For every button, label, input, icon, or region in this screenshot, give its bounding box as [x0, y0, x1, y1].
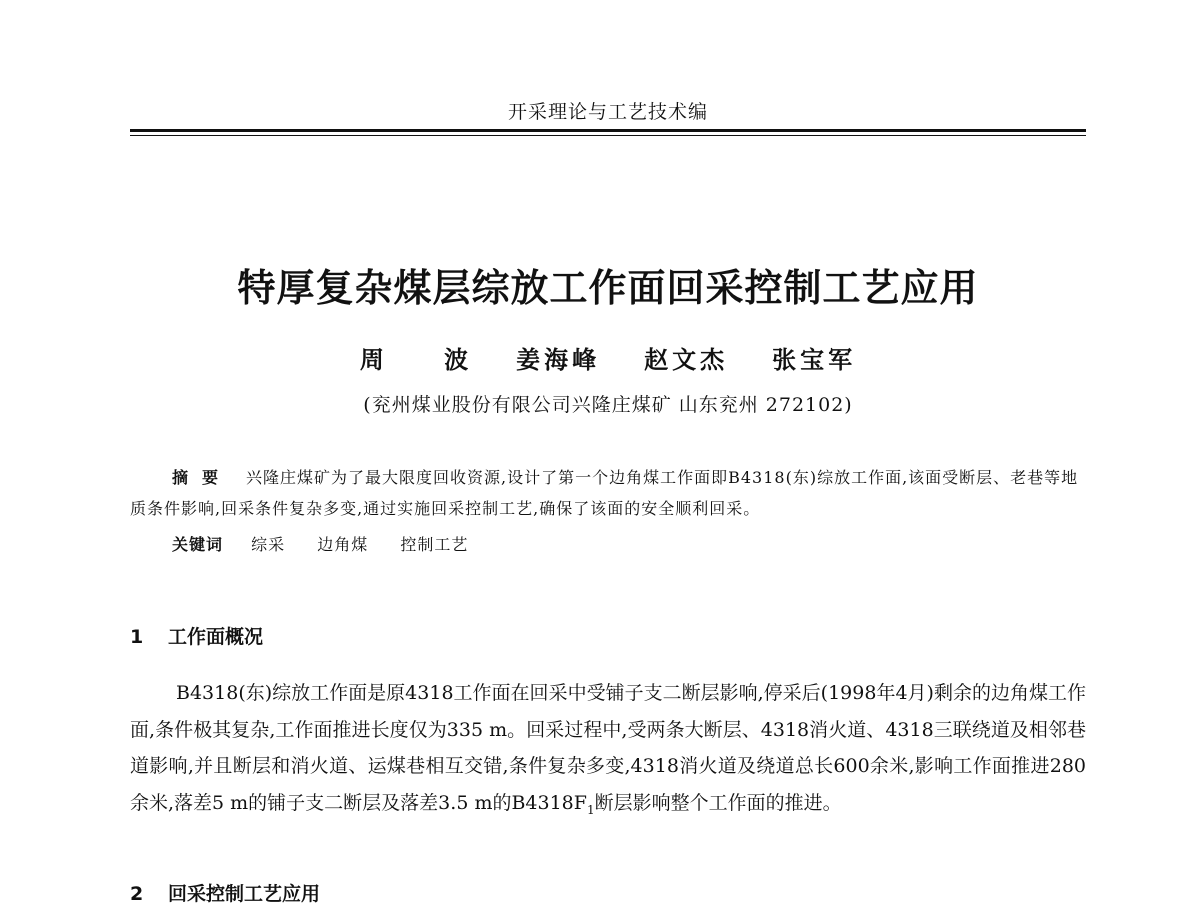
header-rule-thick: [130, 129, 1086, 132]
section-1-number: 1: [130, 626, 144, 648]
paragraph-tail-text: 断层影响整个工作面的推进。: [594, 791, 842, 814]
affiliation: (兖州煤业股份有限公司兴隆庄煤矿 山东兖州 272102): [363, 394, 853, 416]
section-2-heading: [130, 879, 320, 906]
author-list: [130, 340, 1086, 375]
keyword-3: 控制工艺: [400, 535, 469, 554]
header-rule-thin: [130, 135, 1086, 136]
keywords-label: 关键词: [172, 535, 224, 554]
author-1: 周 波: [359, 345, 495, 374]
author-4: 张宝军: [772, 345, 857, 374]
abstract-text: 兴隆庄煤矿为了最大限度回收资源,设计了第一个边角煤工作面即B4318(东)综放工作面,该面受断层、老巷等地质条件影响,回采条件复杂多变,通过实施回采控制工艺,确保了该面的安全顺利回采。: [130, 468, 1079, 518]
paper-title: 特厚复杂煤层综放工作面回采控制工艺应用: [237, 266, 979, 310]
author-3: 赵文杰: [644, 345, 729, 374]
abstract: [130, 462, 1086, 524]
author-2: 姜海峰: [516, 345, 601, 374]
running-head: 开采理论与工艺技术编: [507, 101, 708, 123]
keyword-1: 综采: [251, 535, 286, 554]
fault-subscript: 1: [586, 802, 595, 817]
section-1-title: 工作面概况: [168, 626, 264, 648]
keywords: [172, 532, 494, 555]
paragraph-main-text: B4318(东)综放工作面是原4318工作面在回采中受铺子支二断层影响,停采后(1998年4月)剩余的边角煤工作面,条件极其复杂,工作面推进长度仅为335 m。回采过程中,受两条大断层、4318消火道、4318三联绕道及相邻巷道影响,并且断层和消火道、运煤巷相互交错,条件复杂多变,4318消火道及绕道总长600余米,影响工作面推进280余米,落差5 m的铺子支二断层及落差3.5 m的B4318F: [130, 682, 1086, 814]
keyword-2: 边角煤: [317, 535, 369, 554]
abstract-label: 摘要: [172, 468, 233, 487]
section-1-heading: [130, 622, 263, 649]
section-2-number: 2: [130, 883, 144, 905]
section-2-title: 回采控制工艺应用: [168, 883, 321, 905]
section-1-paragraph: [130, 675, 1086, 828]
